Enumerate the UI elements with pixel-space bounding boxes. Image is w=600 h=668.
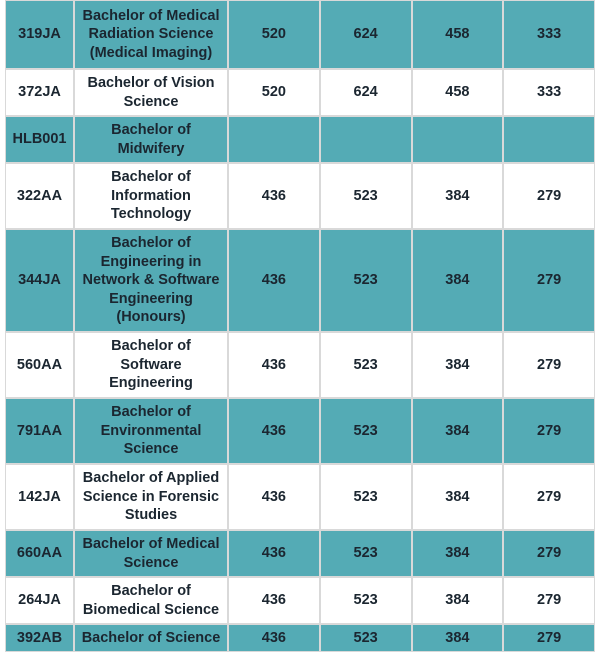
value-cell: 333 xyxy=(503,0,595,69)
course-code: 392AB xyxy=(5,624,74,652)
value-cell: 523 xyxy=(320,229,412,332)
course-code: HLB001 xyxy=(5,116,74,163)
value-cell xyxy=(412,116,504,163)
table-row xyxy=(5,398,595,464)
value-cell: 384 xyxy=(412,332,504,398)
value-cell: 384 xyxy=(412,464,504,530)
course-code: 142JA xyxy=(5,464,74,530)
value-cell: 384 xyxy=(412,398,504,464)
value-cell: 384 xyxy=(412,163,504,229)
course-name: Bachelor of Vision Science xyxy=(74,69,228,116)
course-name: Bachelor of Environmental Science xyxy=(74,398,228,464)
value-cell xyxy=(503,116,595,163)
course-name: Bachelor of Science xyxy=(74,624,228,652)
value-cell: 384 xyxy=(412,530,504,577)
value-cell xyxy=(228,116,320,163)
table-row xyxy=(5,0,595,69)
course-name: Bachelor of Biomedical Science xyxy=(74,577,228,624)
table-row xyxy=(5,530,595,577)
course-code: 319JA xyxy=(5,0,74,69)
value-cell: 279 xyxy=(503,464,595,530)
value-cell: 279 xyxy=(503,163,595,229)
value-cell: 436 xyxy=(228,577,320,624)
table-row xyxy=(5,332,595,398)
course-name: Bachelor of Applied Science in Forensic Studies xyxy=(74,464,228,530)
value-cell: 458 xyxy=(412,0,504,69)
value-cell: 384 xyxy=(412,624,504,652)
value-cell: 458 xyxy=(412,69,504,116)
value-cell: 436 xyxy=(228,229,320,332)
value-cell: 436 xyxy=(228,332,320,398)
course-code: 372JA xyxy=(5,69,74,116)
value-cell: 279 xyxy=(503,332,595,398)
value-cell: 523 xyxy=(320,332,412,398)
value-cell: 436 xyxy=(228,398,320,464)
course-code: 322AA xyxy=(5,163,74,229)
course-table xyxy=(5,0,595,652)
table-row xyxy=(5,69,595,116)
value-cell: 279 xyxy=(503,530,595,577)
value-cell: 523 xyxy=(320,530,412,577)
course-name: Bachelor of Software Engineering xyxy=(74,332,228,398)
course-code: 660AA xyxy=(5,530,74,577)
value-cell: 279 xyxy=(503,624,595,652)
value-cell: 279 xyxy=(503,577,595,624)
value-cell: 624 xyxy=(320,0,412,69)
value-cell: 523 xyxy=(320,464,412,530)
value-cell: 436 xyxy=(228,624,320,652)
value-cell: 436 xyxy=(228,530,320,577)
table-row xyxy=(5,163,595,229)
value-cell: 436 xyxy=(228,163,320,229)
course-code: 344JA xyxy=(5,229,74,332)
course-name: Bachelor of Medical Radiation Science (Medical Imaging) xyxy=(74,0,228,69)
value-cell: 523 xyxy=(320,577,412,624)
table-row xyxy=(5,624,595,652)
value-cell: 384 xyxy=(412,229,504,332)
value-cell: 523 xyxy=(320,624,412,652)
value-cell: 436 xyxy=(228,464,320,530)
course-code: 791AA xyxy=(5,398,74,464)
course-code: 264JA xyxy=(5,577,74,624)
value-cell: 624 xyxy=(320,69,412,116)
value-cell: 279 xyxy=(503,398,595,464)
value-cell xyxy=(320,116,412,163)
value-cell: 384 xyxy=(412,577,504,624)
value-cell: 520 xyxy=(228,0,320,69)
table-row xyxy=(5,464,595,530)
value-cell: 279 xyxy=(503,229,595,332)
value-cell: 520 xyxy=(228,69,320,116)
table-row xyxy=(5,116,595,163)
table-row xyxy=(5,229,595,332)
course-name: Bachelor of Medical Science xyxy=(74,530,228,577)
value-cell: 523 xyxy=(320,163,412,229)
course-name: Bachelor of Information Technology xyxy=(74,163,228,229)
course-code: 560AA xyxy=(5,332,74,398)
course-name: Bachelor of Engineering in Network & Software Engineering (Honours) xyxy=(74,229,228,332)
table-row xyxy=(5,577,595,624)
value-cell: 523 xyxy=(320,398,412,464)
value-cell: 333 xyxy=(503,69,595,116)
course-name: Bachelor of Midwifery xyxy=(74,116,228,163)
